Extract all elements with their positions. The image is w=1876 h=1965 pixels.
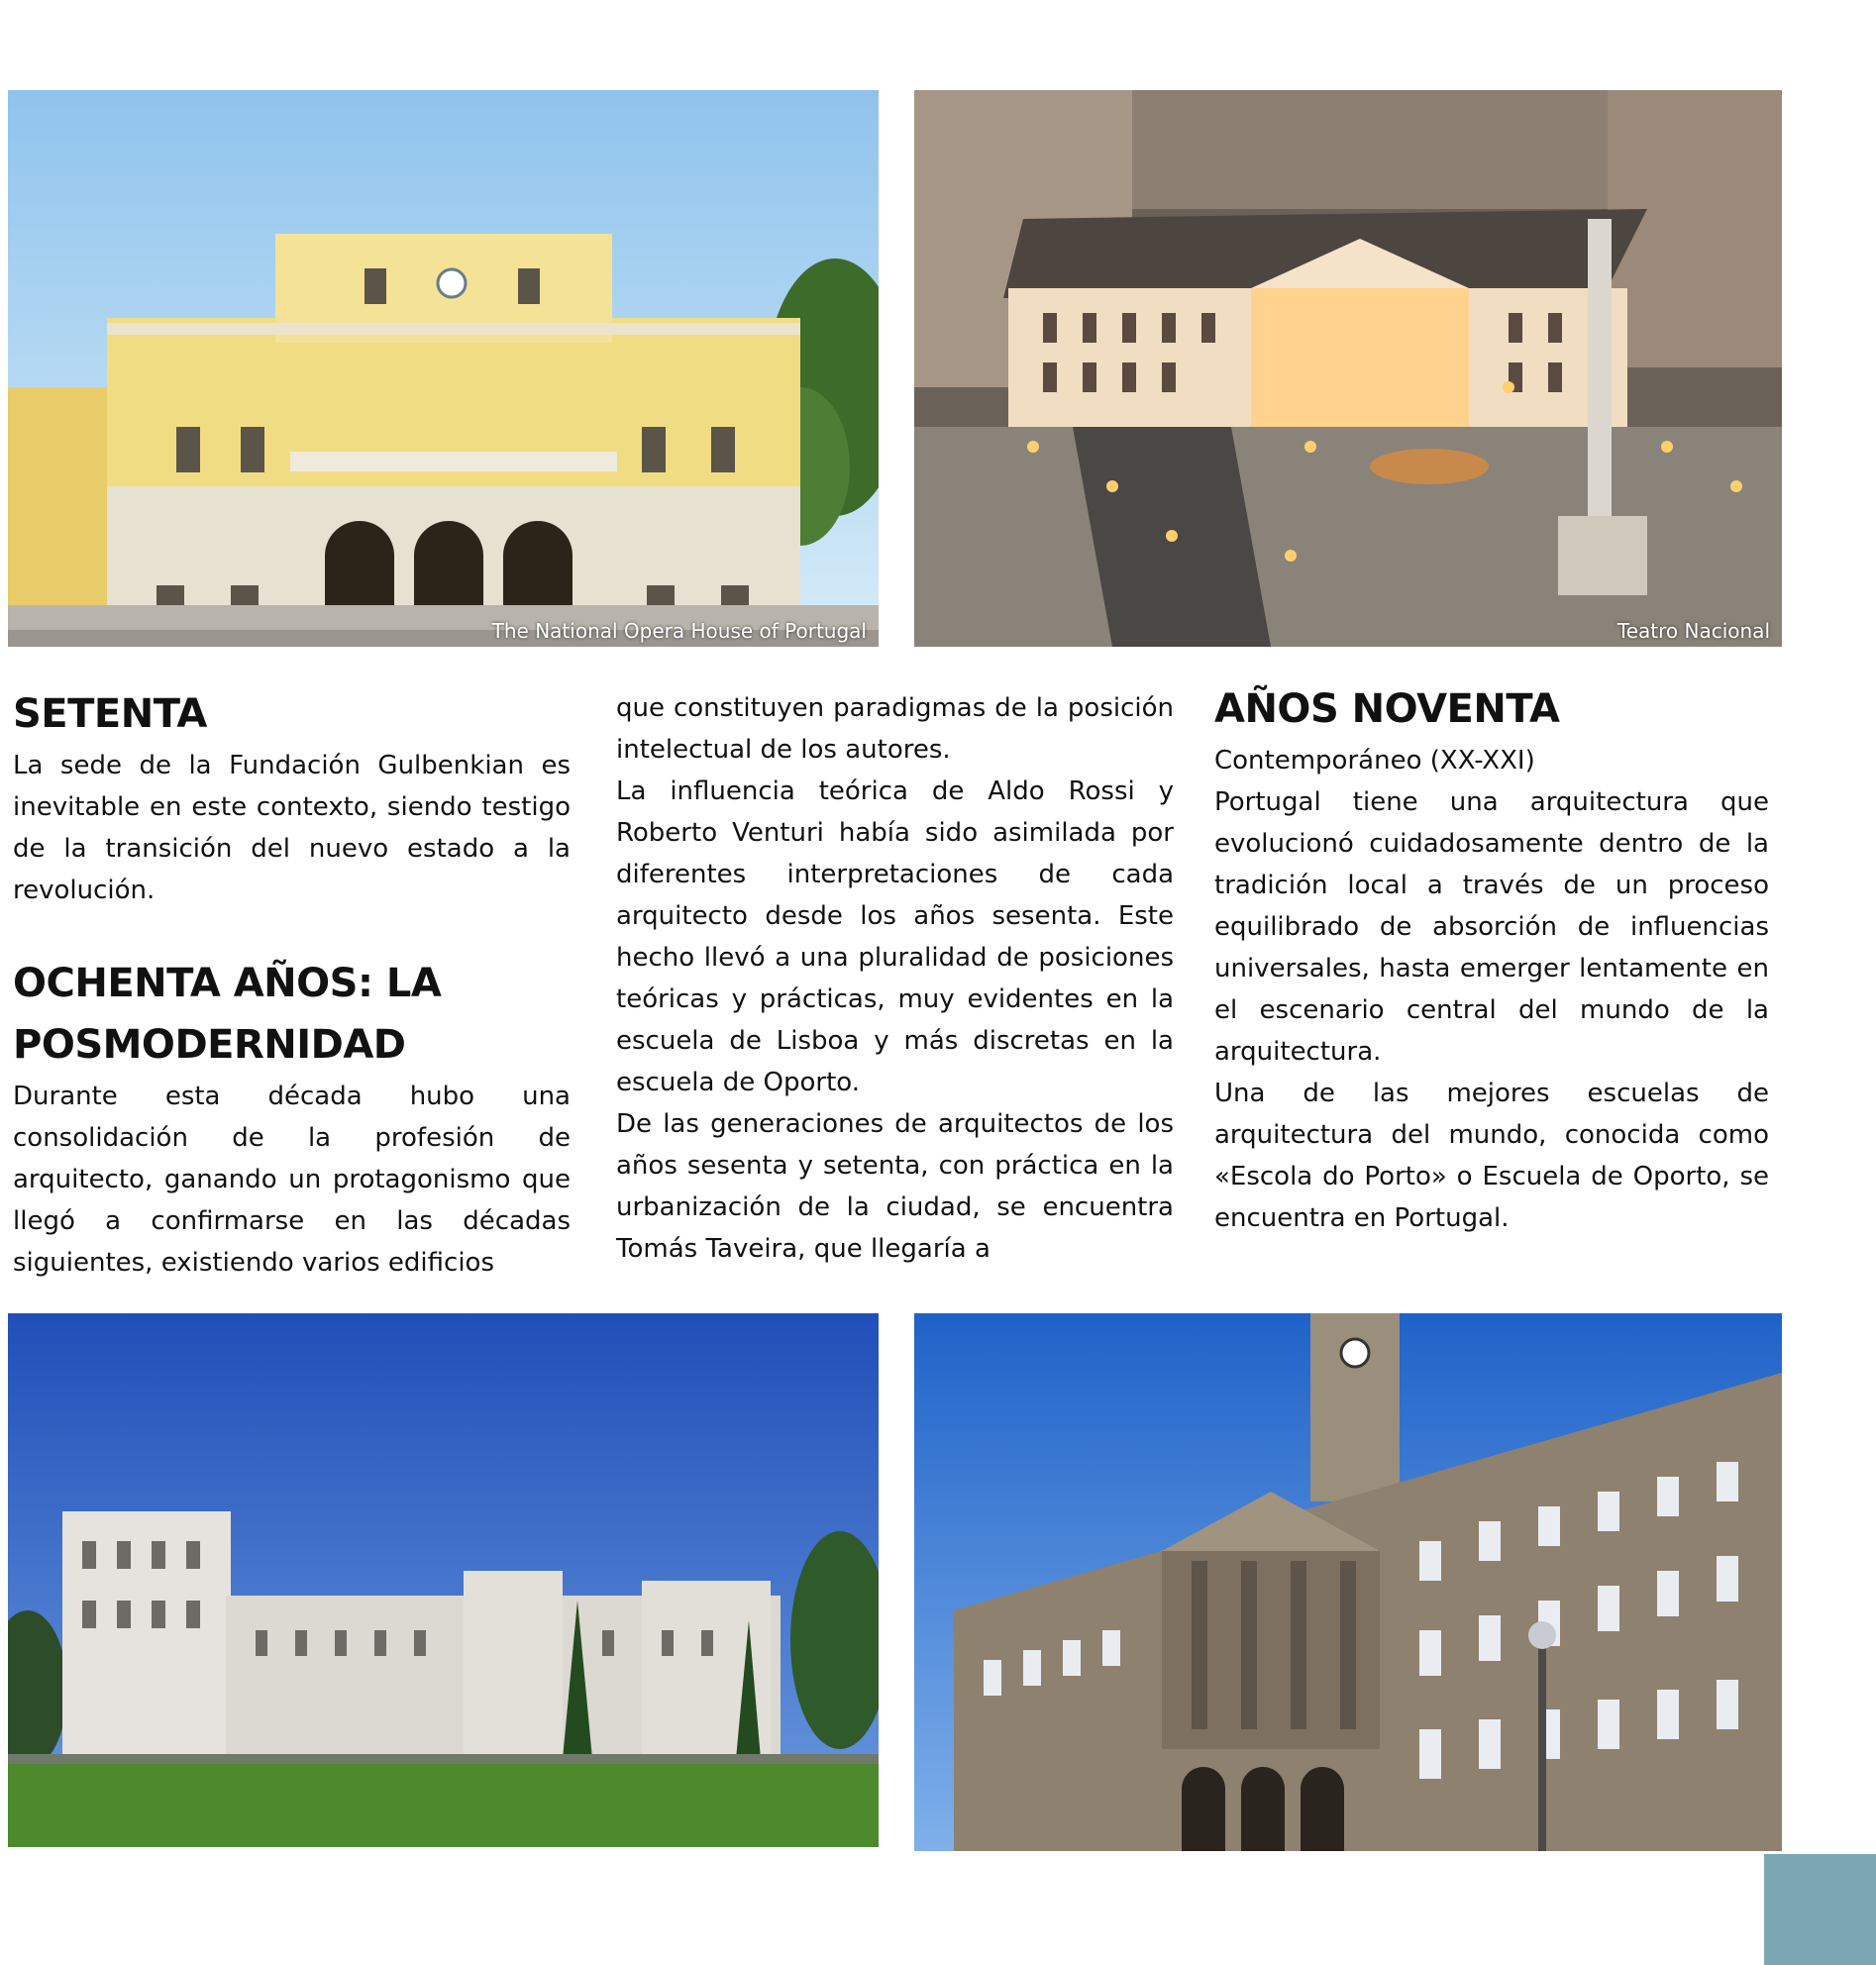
paragraph-influencia: La influencia teórica de Aldo Rossi y Roberto Venturi había sido asimilada por diferentes interpretaciones de cada arquitecto desde los años sesenta. Este hecho llevó a una pluralidad de posiciones teóricas y prácticas, muy evidentes en la escuela de Lisboa y más discretas en la escuela de Oporto. (616, 776, 1174, 1097)
photo-palacio-bolsa (914, 1313, 1782, 1851)
spacer (13, 911, 571, 953)
subtitle-contemporaneo: Contemporáneo (XX-XXI) (1214, 746, 1535, 776)
opera-house-image (8, 90, 879, 647)
right-column (1214, 678, 1769, 1239)
heading-setenta: SETENTA (13, 691, 207, 737)
left-column (13, 683, 571, 1284)
heading-ochenta: OCHENTA AÑOS: LA POSMODERNIDAD (13, 961, 442, 1068)
photo-opera-house (8, 90, 879, 647)
paragraph-escola: Una de las mejores escuelas de arquitectura del mundo, conocida como «Escola do Porto» o Escuela de Oporto, se encuentra en Portugal. (1214, 1079, 1769, 1233)
palacio-bolsa-image (914, 1313, 1782, 1851)
accent-corner-block (1764, 1854, 1876, 1965)
paragraph-portugal: Portugal tiene una arquitectura que evolucionó cuidadosamente dentro de la tradición local a través de un proceso equilibrado de absorción de influencias universales, hasta emerger lentamente en el escenario central del mundo de la arquitectura. (1214, 787, 1769, 1067)
photo-teatro-nacional (914, 90, 1782, 647)
teatro-nacional-image (914, 90, 1782, 647)
paragraph-continuation: que constituyen paradigmas de la posición intelectual de los autores. (616, 693, 1174, 765)
heading-noventa: AÑOS NOVENTA (1214, 686, 1560, 732)
paragraph-ochenta: Durante esta década hubo una consolidación de la profesión de arquitecto, ganando un protagonismo que llegó a confirmarse en las décadas siguientes, existiendo varios edificios (13, 1082, 571, 1278)
photo-caption: The National Opera House of Portugal (491, 619, 867, 643)
paragraph-setenta: La sede de la Fundación Gulbenkian es inevitable en este contexto, siendo testigo de la transición del nuevo estado a la revolución. (13, 751, 571, 905)
photo-palace (8, 1313, 879, 1847)
palace-image (8, 1313, 879, 1847)
middle-column (616, 687, 1174, 1270)
paragraph-generaciones: De las generaciones de arquitectos de los años sesenta y setenta, con práctica en la urbanización de la ciudad, se encuentra Tomás Taveira, que llegaría a (616, 1109, 1174, 1264)
photo-caption: Teatro Nacional (1616, 619, 1770, 643)
